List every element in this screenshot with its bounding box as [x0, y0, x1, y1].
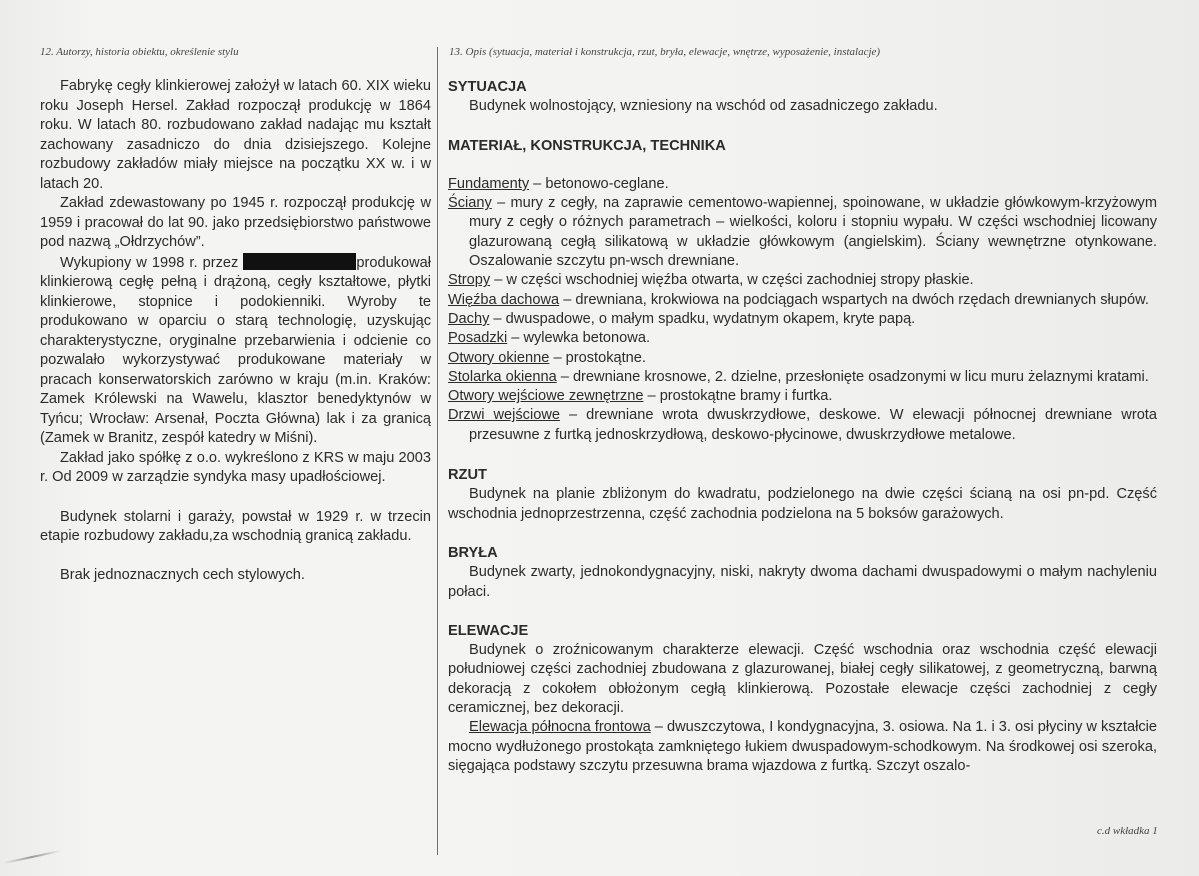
material-item-label: Drzwi wejściowe: [448, 407, 560, 424]
history-paragraph-3-start: Wykupiony w 1998 r. przez: [60, 254, 244, 271]
heading-bryla: BRYŁA: [448, 544, 498, 561]
description-column: [448, 78, 1157, 776]
material-item-sciany: [448, 194, 1157, 271]
material-item-text: – prostokątne bramy i furtka.: [643, 388, 833, 405]
material-item-label: Posadzki: [448, 330, 508, 347]
bryla-text: Budynek zwarty, jednokondygnacyjny, niski, nakryty dwoma dachami dwuspadowymi o małym nachyleniu połaci.: [448, 564, 1157, 600]
redaction-block: [243, 253, 356, 270]
material-item-text: – dwuspadowe, o małym spadku, wydatnym okapem, kryte papą.: [489, 310, 916, 327]
material-item-stropy: [448, 271, 1157, 290]
history-paragraph-5: Budynek stolarni i garaży, powstał w 1929 r. w trzecin etapie rozbudowy zakładu,za wschodnią granicą zakładu.: [40, 508, 431, 544]
left-column-header: 12. Autorzy, historia obiektu, określenie stylu: [40, 46, 239, 58]
paper-mark: [2, 850, 61, 864]
material-item-label: Fundamenty: [448, 175, 530, 192]
section-material: [448, 137, 1157, 445]
elewacje-text: Budynek o zroźnicowanym charakterze elewacji. Część wschodnia oraz wschodnia część elewacji południowej części zachodniej zbudowana z glazurowanej, białej cegły silikatowej, z geometryczną, barwną dekoracją z cokołem obłożonym cegłą klinkierową. Pozostałe elewacje części zachodniej z cegły ceramicznej, bez dekoracji.: [448, 642, 1157, 717]
material-item-text: – drewniane krosnowe, 2. dzielne, przesłonięte osadzonymi w licu muru żelaznymi kratami.: [556, 368, 1149, 385]
history-paragraph-1: Fabrykę cegły klinkierowej założył w latach 60. XIX wieku roku Joseph Hersel. Zakład rozpoczął produkcję w 1864 roku. W latach 80. rozbudowano zakład nadając mu kształt zachowany zasadniczo do dnia dzisiejszego. Kolejne rozbudowy zakładów miały miejsce na początku XX w. i w latach 20.: [40, 78, 431, 192]
elewacja-polnocna-label: Elewacja północna frontowa: [469, 719, 651, 736]
history-column: [40, 77, 431, 585]
material-item-posadzki: [448, 329, 1157, 348]
right-column-header: 13. Opis (sytuacja, materiał i konstrukcja, rzut, bryła, elewacje, wnętrze, wyposażenie, instalacje): [449, 46, 881, 58]
column-divider: [437, 47, 438, 855]
material-item-otwory-wejsciowe: [448, 387, 1157, 406]
material-item-label: Ściany: [448, 195, 492, 212]
material-item-label: Stolarka okienna: [448, 368, 557, 385]
continuation-note: c.d wkładka 1: [1097, 825, 1158, 837]
history-paragraph-3-rest: produkował klinkierową cegłę pełną i drążoną, cegły kształtowe, płytki klinkierowe, stopnice i podokienniki. Wyroby te produkowano w oparciu o starą technologię, uzyskując charakterystyczne, oryginalne przebarwienia i odcienie co pozwalało wykorzystywać produkowane materiały w pracach konserwatorskich zarówno w kraju (m.in. Kraków: Zamek Królewski na Wawelu, klasztor benedyktynów w Tyńcu; Wrocław: Arsenał, Poczta Główna) lak i za granicą (Zamek w Branitz, zespół katedry w Miśni).: [40, 254, 431, 446]
section-rzut: [448, 466, 1157, 524]
history-paragraph-2: Zakład zdewastowany po 1945 r. rozpoczął produkcję w 1959 i pracował do lat 90. jako przedsiębiorstwo państwowe pod nazwą „Ołdrzychów”.: [40, 195, 431, 250]
material-item-text: – prostokątne.: [549, 349, 646, 366]
material-item-label: Otwory okienne: [448, 349, 550, 366]
section-sytuacja: [448, 78, 1157, 117]
material-item-text: – mury z cegły, na zaprawie cementowo-wapiennej, spoinowane, w układzie główkowym-krzyżowym mury z cegły o różnych parametrach – wielkości, koloru i stopniu wypału. W części wschodniej licowany glazurowaną cegłą silikatową w układzie główkowym (angielskim). Ściany wewnętrzne otynkowane. Oszalowanie szczytu pn-wsch drewniane.: [469, 195, 1157, 270]
material-item-text: – w części wschodniej więźba otwarta, w części zachodniej stropy płaskie.: [490, 272, 974, 289]
material-item-text: – betonowo-ceglane.: [529, 175, 669, 192]
material-item-dachy: [448, 310, 1157, 329]
material-item-text: – drewniane wrota dwuskrzydłowe, deskowe. W elewacji północnej drewniane wrota przesuwne z furtką jednoskrzydłową, deskowo-płycinowe, dwuskrzydłowe metalowe.: [469, 407, 1157, 443]
sytuacja-text: Budynek wolnostojący, wzniesiony na wschód od zasadniczego zakładu.: [469, 98, 938, 115]
material-item-label: Otwory wejściowe zewnętrzne: [448, 388, 644, 405]
material-item-drzwi: [448, 406, 1157, 445]
section-elewacje: [448, 622, 1157, 776]
heading-rzut: RZUT: [448, 467, 487, 484]
heading-sytuacja: SYTUACJA: [448, 79, 527, 95]
material-item-stolarka: [448, 368, 1157, 387]
heading-material: MATERIAŁ, KONSTRUKCJA, TECHNIKA: [448, 137, 726, 154]
rzut-text: Budynek na planie zbliżonym do kwadratu, podzielonego na dwie części ścianą na osi pn-pd. Część wschodnia jednoprzestrzenna, część zachodnia podzielona na 5 boksów garażowych.: [448, 486, 1157, 522]
material-item-text: – wylewka betonowa.: [507, 330, 650, 347]
style-paragraph: Brak jednoznacznych cech stylowych.: [60, 566, 305, 583]
material-item-label: Stropy: [448, 272, 491, 289]
material-item-label: Więźba dachowa: [448, 291, 560, 308]
material-item-fundamenty: [448, 175, 1157, 194]
elewacja-polnocna: [448, 718, 1157, 776]
material-item-otwory-okienne: [448, 349, 1157, 368]
history-paragraph-3: [40, 253, 431, 449]
material-item-label: Dachy: [448, 310, 490, 327]
material-item-text: – drewniana, krokwiowa na podciągach wspartych na dwóch rzędach drewnianych słupów.: [559, 291, 1149, 308]
heading-elewacje: ELEWACJE: [448, 622, 529, 639]
material-item-wiezba: [448, 291, 1157, 310]
history-paragraph-4: Zakład jako spółkę z o.o. wykreślono z KRS w maju 2003 r. Od 2009 w zarządzie syndyka masy upadłościowej.: [40, 449, 431, 485]
elewacja-polnocna-text: – dwuszczytowa, I kondygnacyjna, 3. osiowa. Na 1. i 3. osi płyciny w kształcie mocno wydłużonego prostokąta zamkniętego łukiem dwuspadowym-schodkowym. Na środkowej osi szeroka, sięgająca podstawy szczytu przesuwna brama wjazdowa z furtką. Szczyt oszalo-: [448, 719, 1157, 774]
section-bryla: [448, 544, 1157, 602]
